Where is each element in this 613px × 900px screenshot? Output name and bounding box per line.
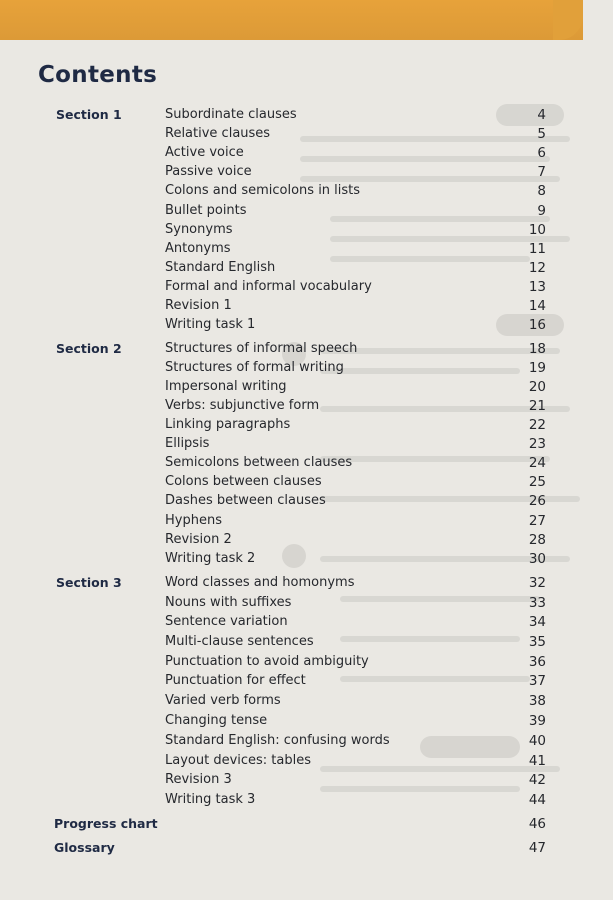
entry-page: 19 [528, 360, 546, 376]
list-item [0, 398, 613, 418]
entry-title: Linking paragraphs [165, 417, 291, 432]
entry-title: Changing tense [165, 713, 268, 728]
entry-page: 7 [537, 164, 546, 180]
list-item [0, 493, 613, 513]
entry-title: Synonyms [165, 222, 233, 237]
entry-title: Verbs: subjunctive form [165, 398, 320, 413]
entry-title: Standard English [165, 260, 276, 275]
list-item [0, 107, 613, 127]
entry-page: 38 [528, 693, 546, 709]
entry-title: Layout devices: tables [165, 753, 312, 768]
entry-title: Revision 3 [165, 772, 232, 787]
entry-title: Writing task 3 [165, 792, 256, 807]
entry-title: Writing task 1 [165, 317, 256, 332]
list-item [0, 614, 613, 634]
entry-title: Colons between clauses [165, 474, 322, 489]
section-label: Section 3 [56, 575, 122, 590]
progress-chart-label: Progress chart [54, 816, 158, 831]
list-item [0, 360, 613, 380]
entry-page: 40 [528, 733, 546, 749]
entry-page: 46 [528, 816, 546, 832]
section-label: Section 2 [56, 341, 122, 356]
entry-page: 8 [537, 183, 546, 199]
list-item [0, 772, 613, 792]
list-item [0, 379, 613, 399]
entry-page: 4 [537, 107, 546, 123]
glossary-label: Glossary [54, 840, 115, 855]
entry-title: Dashes between clauses [165, 493, 326, 508]
list-item [0, 532, 613, 552]
entry-page: 44 [528, 792, 546, 808]
entry-page: 25 [528, 474, 546, 490]
entry-title: Antonyms [165, 241, 231, 256]
entry-page: 22 [528, 417, 546, 433]
list-item [0, 298, 613, 318]
entry-title: Punctuation for effect [165, 673, 306, 688]
entry-page: 28 [528, 532, 546, 548]
entry-page: 33 [528, 595, 546, 611]
entry-page: 11 [528, 241, 546, 257]
entry-title: Structures of formal writing [165, 360, 344, 375]
list-item [0, 183, 613, 203]
entry-page: 5 [537, 126, 546, 142]
entry-page: 21 [528, 398, 546, 414]
entry-title: Subordinate clauses [165, 107, 297, 122]
entry-page: 47 [528, 840, 546, 856]
list-item [0, 203, 613, 223]
entry-title: Structures of informal speech [165, 341, 358, 356]
entry-title: Impersonal writing [165, 379, 287, 394]
list-item [0, 551, 613, 571]
entry-page: 37 [528, 673, 546, 689]
entry-title: Revision 2 [165, 532, 232, 547]
entry-page: 9 [537, 203, 546, 219]
entry-page: 23 [528, 436, 546, 452]
list-item [0, 816, 613, 836]
list-item [0, 222, 613, 242]
entry-page: 24 [528, 455, 546, 471]
list-item [0, 126, 613, 146]
list-item [0, 145, 613, 165]
entry-page: 16 [528, 317, 546, 333]
list-item [0, 164, 613, 184]
entry-title: Sentence variation [165, 614, 288, 629]
entry-title: Ellipsis [165, 436, 210, 451]
entry-title: Hyphens [165, 513, 222, 528]
page-title: Contents [38, 62, 158, 88]
list-item [0, 693, 613, 713]
entry-page: 39 [528, 713, 546, 729]
entry-title: Semicolons between clauses [165, 455, 353, 470]
entry-title: Passive voice [165, 164, 252, 179]
entry-page: 41 [528, 753, 546, 769]
list-item [0, 455, 613, 475]
entry-title: Formal and informal vocabulary [165, 279, 372, 294]
list-item [0, 713, 613, 733]
list-item [0, 279, 613, 299]
entry-page: 12 [528, 260, 546, 276]
entry-page: 10 [528, 222, 546, 238]
entry-title: Word classes and homonyms [165, 575, 355, 590]
entry-page: 30 [528, 551, 546, 567]
entry-page: 14 [528, 298, 546, 314]
entry-title: Relative clauses [165, 126, 271, 141]
list-item [0, 474, 613, 494]
list-item [0, 634, 613, 654]
entry-page: 18 [528, 341, 546, 357]
entry-page: 13 [528, 279, 546, 295]
entry-page: 42 [528, 772, 546, 788]
entry-title: Writing task 2 [165, 551, 256, 566]
list-item [0, 341, 613, 361]
list-item [0, 513, 613, 533]
list-item [0, 840, 613, 860]
entry-title: Bullet points [165, 203, 247, 218]
entry-page: 34 [528, 614, 546, 630]
section-label: Section 1 [56, 107, 122, 122]
list-item [0, 417, 613, 437]
entry-page: 35 [528, 634, 546, 650]
entry-page: 26 [528, 493, 546, 509]
top-color-band [0, 0, 613, 40]
list-item [0, 317, 613, 337]
entry-title: Multi-clause sentences [165, 634, 314, 649]
entry-title: Colons and semicolons in lists [165, 183, 361, 198]
list-item [0, 241, 613, 261]
entry-title: Nouns with suffixes [165, 595, 292, 610]
list-item [0, 654, 613, 674]
entry-page: 32 [528, 575, 546, 591]
list-item [0, 595, 613, 615]
list-item [0, 673, 613, 693]
entry-page: 6 [537, 145, 546, 161]
list-item [0, 575, 613, 595]
list-item [0, 436, 613, 456]
entry-title: Punctuation to avoid ambiguity [165, 654, 369, 669]
list-item [0, 753, 613, 773]
entry-page: 27 [528, 513, 546, 529]
entry-title: Revision 1 [165, 298, 232, 313]
entry-title: Active voice [165, 145, 244, 160]
list-item [0, 733, 613, 753]
entry-title: Standard English: confusing words [165, 733, 390, 748]
list-item [0, 792, 613, 812]
entry-page: 36 [528, 654, 546, 670]
entry-page: 20 [528, 379, 546, 395]
entry-title: Varied verb forms [165, 693, 281, 708]
list-item [0, 260, 613, 280]
